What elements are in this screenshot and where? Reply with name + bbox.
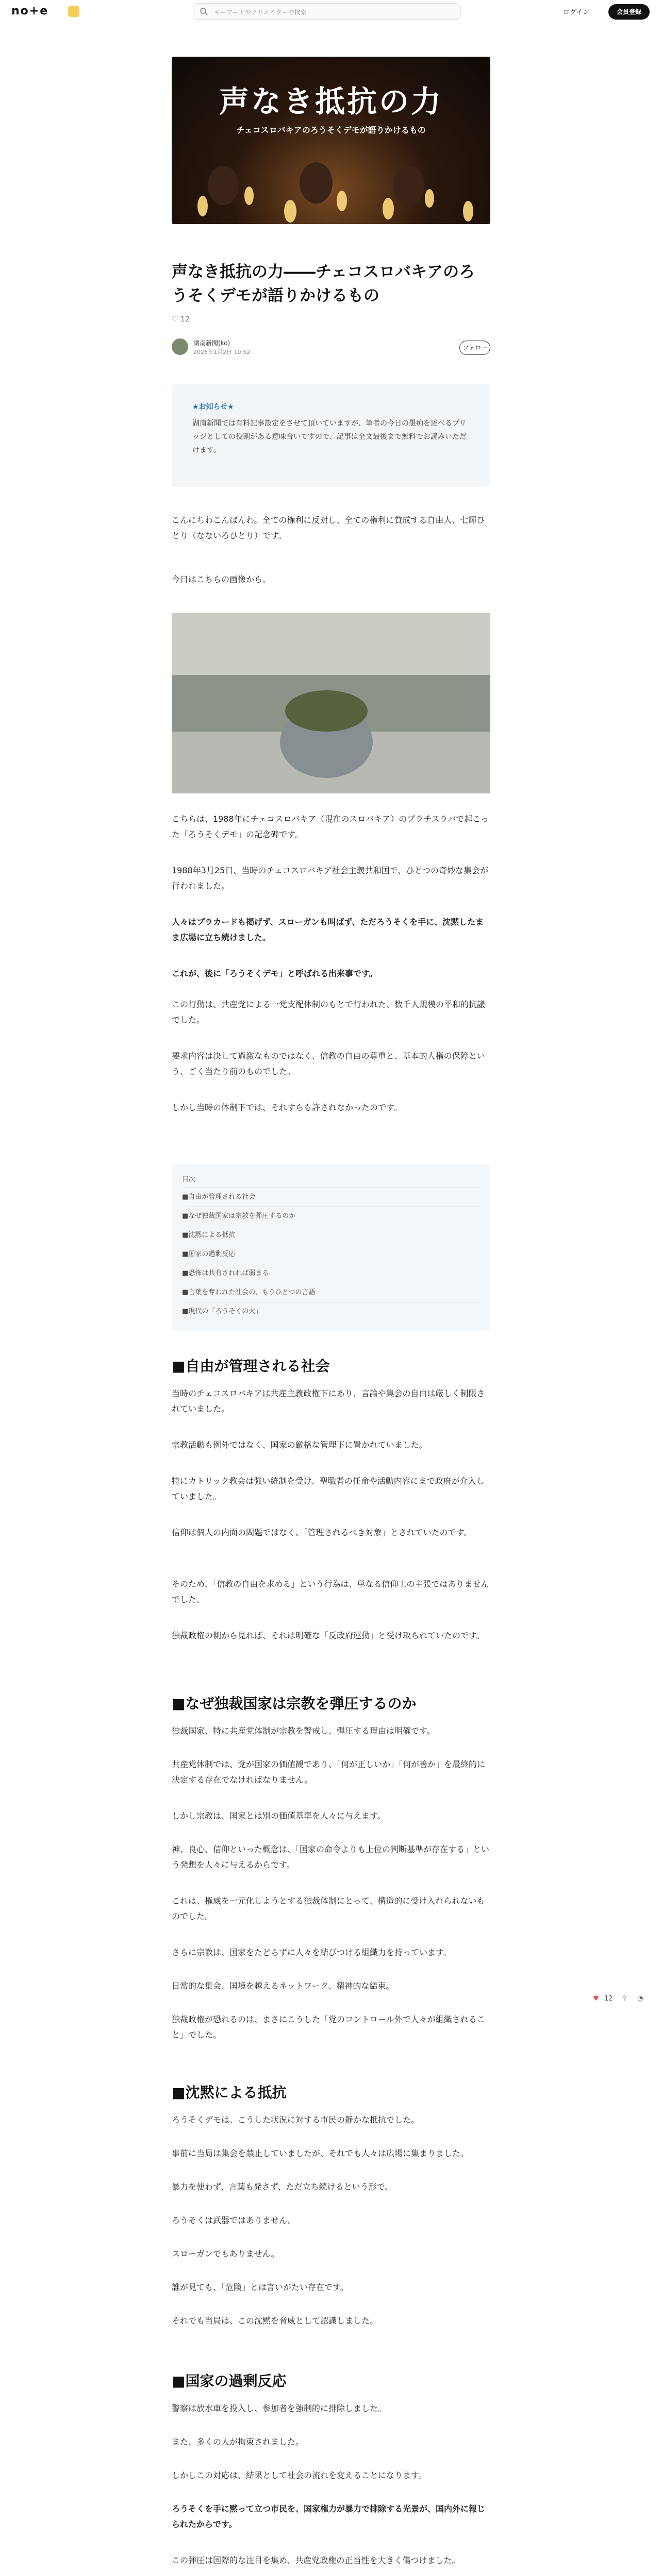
section-heading: ■自由が管理される社会	[172, 1358, 330, 1375]
toc-item[interactable]: ■沈黙による抵抗	[182, 1226, 480, 1245]
tip-icon[interactable]: ◔	[637, 1995, 643, 2003]
paragraph: また、多くの人が拘束されました。	[172, 2437, 304, 2447]
site-header	[0, 0, 662, 24]
like-count: 12	[180, 315, 190, 324]
toc-item[interactable]: ■国家の過剰反応	[182, 1245, 480, 1264]
logo-badge-icon	[68, 6, 79, 17]
section-heading: ■国家の過剰反応	[172, 2372, 287, 2389]
search-placeholder: キーワードやクリエイターで検索	[214, 9, 307, 16]
paragraph: ろうそくは武器ではありません。	[172, 2215, 296, 2225]
paragraph: 宗教活動も例外ではなく、国家の厳格な管理下に置かれていました。	[172, 1440, 427, 1450]
paragraph: さらに宗教は、国家をたどらずに人々を結びつける組織力を持っています。	[172, 1947, 452, 1957]
paragraph: スローガンでもありません。	[172, 2249, 279, 2259]
monument-illustration	[172, 613, 490, 793]
toc-item[interactable]: ■恐怖は共有されれば弱まる	[182, 1264, 480, 1283]
paragraph: 警察は放水車を投入し、参加者を強制的に排除しました。	[172, 2403, 387, 2413]
paragraph: 日常的な集会、国境を越えるネットワーク、精神的な結束。	[172, 1981, 394, 1991]
toc-item[interactable]: ■自由が管理される社会	[182, 1188, 480, 1207]
paragraph: こんにちわこんばんわ。全ての権利に反対し、全ての権利に賛成する自由人、七輝ひとり（なないろひとり）です。	[172, 515, 485, 540]
paragraph: しかし宗教は、国家とは別の価値基準を人々に与えます。	[172, 1811, 386, 1821]
section-heading: ■なぜ独裁国家は宗教を弾圧するのか	[172, 1695, 417, 1712]
paragraph: 1988年3月25日、当時のチェコスロバキア社会主義共和国で、ひとつの奇妙な集会が行われました。	[172, 866, 489, 891]
signup-button[interactable]: 会員登録	[608, 4, 650, 20]
article-title: 声なき抵抗の力――チェコスロバキアのろうそくデモが語りかけるもの	[172, 263, 475, 305]
login-button[interactable]: ログイン	[563, 9, 590, 16]
publish-date: 2026年1月2日 10:52	[193, 349, 251, 355]
paragraph: 今日はこちらの画像から。	[172, 574, 271, 584]
paragraph: 共産党体制では、党が国家の価値観であり、「何が正しいか」「何が善か」を最終的に決定する存在でなければなりません。	[172, 1759, 486, 1785]
note-logo[interactable]: no+e	[11, 5, 49, 18]
monument-photo	[172, 613, 490, 793]
paragraph: 事前に当局は集会を禁止していましたが、それでも人々は広場に集まりました。	[172, 2148, 469, 2158]
search-icon	[200, 7, 208, 15]
author-block	[172, 338, 490, 357]
paragraph: 要求内容は決して過激なものではなく、信教の自由の尊重と、基本的人権の保障という、ごく当たり前のものでした。	[172, 1051, 485, 1076]
search-input[interactable]	[193, 3, 461, 20]
follow-button[interactable]: フォロー	[459, 341, 490, 355]
paragraph: こちらは、1988年にチェコスロバキア（現在のスロバキア）のブラチスラバで起こった「ろうそくデモ」の記念碑です。	[172, 814, 489, 839]
paragraph: それでも当局は、この沈黙を脅威として認識しました。	[172, 2316, 378, 2326]
paragraph: しかしこの対応は、結果として社会の流れを変えることになります。	[172, 2470, 427, 2480]
share-icon[interactable]: ⇪	[622, 1995, 627, 2003]
notice-body: 湖南新聞では有料記事設定をさせて頂いていますが、筆者の今日の愚痴を述べるブリッジとしての役割がある意味合いですので、記事は全文最後まで無料でお読みいただけます。	[192, 419, 467, 454]
paragraph: ろうそくを手に黙って立つ市民を、国家権力が暴力で排除する光景が、国内外に報じられたからです。	[172, 2504, 486, 2529]
paragraph: 信仰は個人の内面の問題ではなく、「管理されるべき対象」とされていたのです。	[172, 1528, 472, 1537]
paragraph: これが、後に「ろうそくデモ」と呼ばれる出来事です。	[172, 969, 377, 978]
paragraph: しかし当時の体制下では、それすらも許されなかったのです。	[172, 1103, 402, 1112]
paragraph: 人々はプラカードも掲げず、スローガンも叫ばず、ただろうそくを手に、沈黙したまま広場に立ち続けました。	[172, 917, 484, 942]
author-name[interactable]: 湖南新聞(ko)	[193, 340, 230, 347]
like-count-row[interactable]	[172, 315, 190, 324]
notice-box	[172, 384, 490, 487]
section-heading: ■沈黙による抵抗	[172, 2084, 287, 2101]
toc-item[interactable]: ■現代の「ろうそくの火」	[182, 1302, 480, 1321]
paragraph: この弾圧は国際的な注目を集め、共産党政権の正当性を大きく傷つけました。	[172, 2555, 460, 2565]
notice-heading: ★お知らせ★	[192, 403, 234, 411]
table-of-contents	[172, 1164, 490, 1331]
paragraph: この行動は、共産党による一党支配体制のもとで行われた、数千人規模の平和的抗議でした。	[172, 999, 486, 1025]
heart-icon[interactable]: ♡	[172, 315, 178, 324]
avatar[interactable]	[172, 338, 188, 355]
paragraph: 誰が見ても、「危険」とは言いがたい存在です。	[172, 2282, 349, 2292]
paragraph: そのため、「信教の自由を求める」という行為は、単なる信仰上の主張ではありませんでした。	[172, 1579, 489, 1604]
hero-image	[172, 57, 490, 224]
like-count: 12	[604, 1995, 613, 2003]
toc-heading: 目次	[182, 1176, 196, 1183]
paragraph: 当時のチェコスロバキアは共産主義政権下にあり、言論や集会の自由は厳しく制限されていました。	[172, 1388, 485, 1414]
paragraph: これは、権威を一元化しようとする独裁体制にとって、構造的に受け入れられないものでした。	[172, 1896, 485, 1921]
paragraph: 特にカトリック教会は強い統制を受け、聖職者の任命や活動内容にまで政府が介入していました。	[172, 1476, 485, 1501]
paragraph: ろうそくデモは、こうした状況に対する市民の静かな抵抗でした。	[172, 2115, 420, 2125]
paragraph: 暴力を使わず、言葉も発さず、ただ立ち続けるという形で。	[172, 2182, 393, 2192]
toc-item[interactable]: ■言葉を奪われた社会の、もうひとつの言語	[182, 1283, 480, 1302]
hero-subtitle: チェコスロバキアのろうそくデモが語りかけるもの	[236, 125, 426, 135]
heart-icon[interactable]: ♥	[593, 1995, 599, 2003]
toc-item[interactable]: ■なぜ独裁国家は宗教を弾圧するのか	[182, 1207, 480, 1226]
paragraph: 独裁国家、特に共産党体制が宗教を警戒し、弾圧する理由は明確です。	[172, 1726, 435, 1736]
paragraph: 独裁政権の側から見れば、それは明確な「反政府運動」と受け取られていたのです。	[172, 1631, 485, 1640]
paragraph: 神、良心、信仰といった概念は、「国家の命令よりも上位の判断基準が存在する」という発想を人々に与えるからです。	[172, 1844, 490, 1870]
hero-title: 声なき抵抗の力	[219, 84, 443, 119]
paragraph: 独裁政権が恐れるのは、まさにこうした「党のコントロール外で人々が組織されること」でした。	[172, 2014, 485, 2040]
floating-actions	[593, 1995, 655, 2007]
